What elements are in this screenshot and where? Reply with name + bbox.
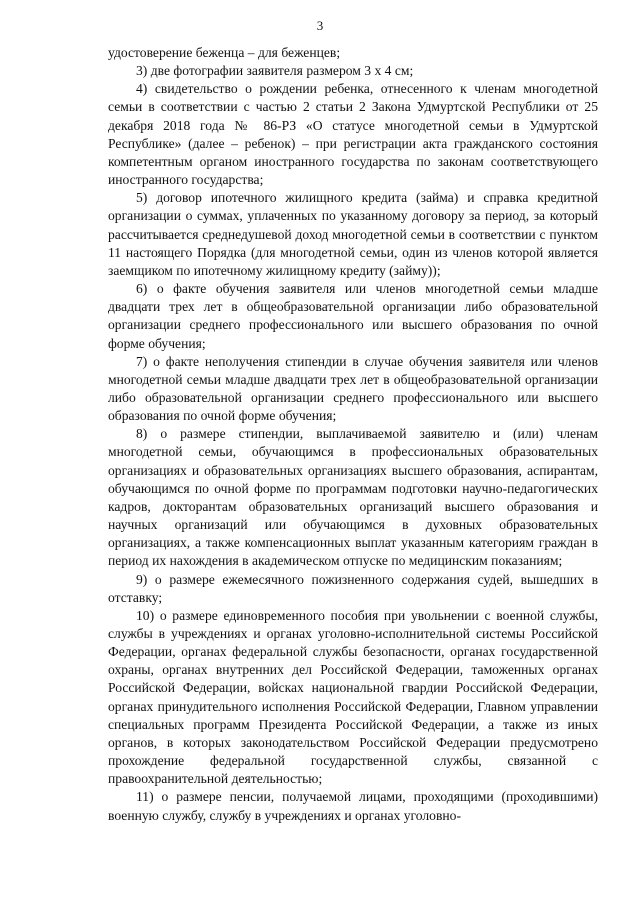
paragraph-continuation: удостоверение беженца – для беженцев; bbox=[108, 45, 341, 60]
paragraph-item-8: 8) о размере стипендии, выплачиваемой заявителю и (или) членам многодетной семьи, обучающимся в профессиональных образовательных организациях и образовательных организациях высшего образования, аспирантам, обучающимся по очной форме по программам подготовки научно-педагогических кадров, докторантам образовательных организаций высшего образования и научных организаций или обучающимся в духовных образовательных организациях, а также компенсационных выплат указанным категориям граждан в период их нахождения в академическом отпуске по медицинским показаниям; bbox=[108, 426, 598, 569]
paragraph-item-5: 5) договор ипотечного жилищного кредита (займа) и справка кредитной организации о суммах, уплаченных по указанному договору за период, за который рассчитывается среднедушевой доход многодетной семьи в соответствии с пунктом 11 настоящего Порядка (для многодетной семьи, один из членов которой является заемщиком по ипотечному жилищному кредиту (займу)); bbox=[108, 190, 598, 278]
document-body bbox=[108, 44, 598, 825]
paragraph-item-7: 7) о факте неполучения стипендии в случае обучения заявителя или членов многодетной семьи младше двадцати трех лет в общеобразовательной организации либо образовательной организации среднего профессионального или высшего образования по очной форме обучения; bbox=[108, 353, 598, 424]
page-number: 3 bbox=[316, 18, 324, 33]
paragraph-item-10: 10) о размере единовременного пособия при увольнении с военной службы, службы в учреждениях и органах уголовно-исполнительной системы Российской Федерации, органах федеральной службы безопасности, органах государственной охраны, органах внутренних дел Российской Федерации, таможенных органах Российской Федерации, войсках национальной гвардии Российской Федерации, органах принудительного исполнения Российской Федерации, Главном управлении специальных программ Президента Российской Федерации, а также из иных органов, в которых законодательством Российской Федерации предусмотрено прохождение федеральной государственной службы, связанной с правоохранительной деятельностью; bbox=[108, 607, 598, 787]
paragraph-item-9: 9) о размере ежемесячного пожизненного содержания судей, вышедших в отставку; bbox=[108, 571, 598, 605]
paragraph-item-4: 4) свидетельство о рождении ребенка, отнесенного к членам многодетной семьи в соответствии с частью 2 статьи 2 Закона Удмуртской Республики от 25 декабря 2018 года № 86-РЗ «О статусе многодетной семьи в Удмуртской Республике» (далее – ребенок) – при регистрации акта гражданского состояния компетентным органом иностранного государства по законам соответствующего иностранного государства; bbox=[108, 81, 598, 188]
paragraph-item-11: 11) о размере пенсии, получаемой лицами, проходящими (проходившими) военную службу, службу в учреждениях и органах уголовно- bbox=[108, 789, 598, 823]
paragraph-item-6: 6) о факте обучения заявителя или членов многодетной семьи младше двадцати трех лет в общеобразовательной организации либо образовательной организации среднего профессионального или высшего образования по очной форме обучения; bbox=[108, 281, 598, 351]
paragraph-item-3: 3) две фотографии заявителя размером 3 х 4 см; bbox=[136, 63, 414, 79]
